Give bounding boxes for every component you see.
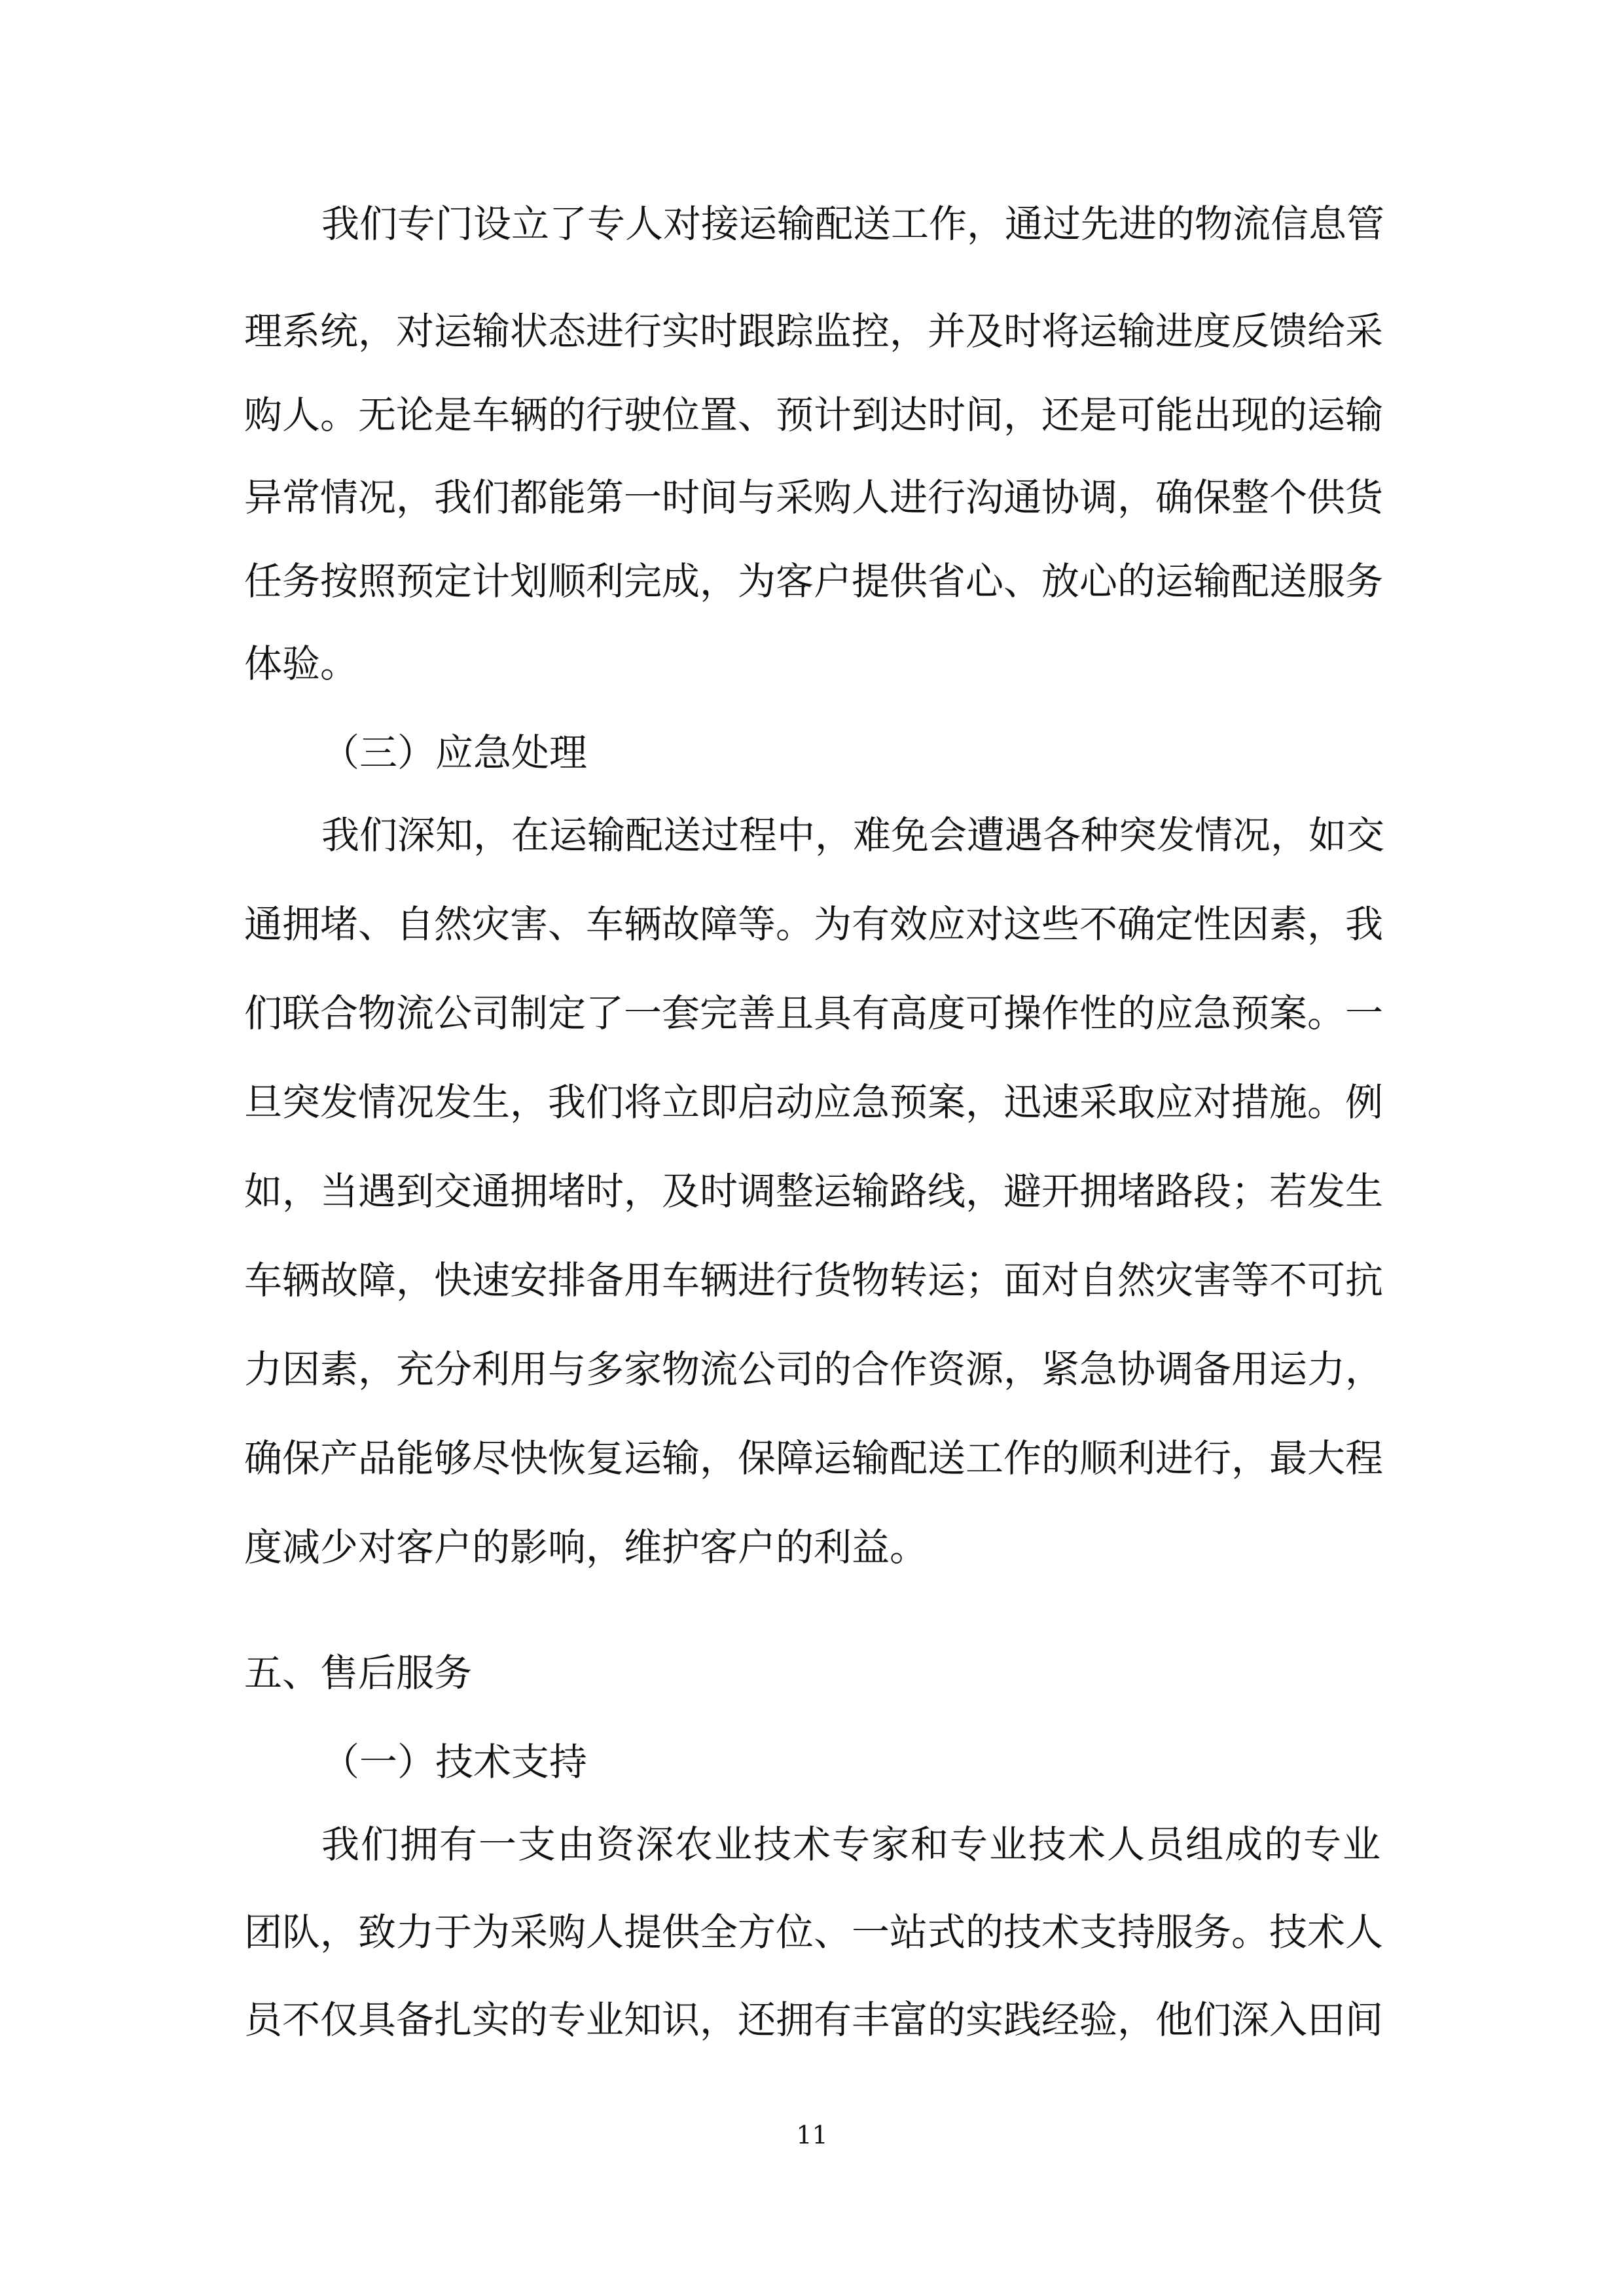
section-heading: 五、售后服务 [244,1651,473,1695]
paragraph-line: 我们拥有一支由资深农业技术专家和专业技术人员组成的专业 [321,1822,1380,1867]
paragraph-line: 我们深知，在运输配送过程中，难免会遭遇各种突发情况，如交 [321,813,1385,857]
section-subheading: （一）技术支持 [321,1740,588,1784]
paragraph-line: 我们专门设立了专人对接运输配送工作，通过先进的物流信息管 [321,202,1385,246]
paragraph-line: 确保产品能够尽快恢复运输，保障运输配送工作的顺利进行，最大程 [244,1436,1384,1480]
section-subheading: （三）应急处理 [321,730,588,775]
paragraph-line: 旦突发情况发生，我们将立即启动应急预案，迅速采取应对措施。例 [244,1080,1384,1124]
paragraph-line: 购人。无论是车辆的行驶位置、预计到达时间，还是可能出现的运输 [244,393,1384,437]
paragraph-line: 团队，致力于为采购人提供全方位、一站式的技术支持服务。技术人 [244,1910,1384,1954]
paragraph-line: 体验。 [244,641,359,686]
paragraph-line: 度减少对客户的影响，维护客户的利益。 [244,1525,928,1570]
paragraph-line: 异常情况，我们都能第一时间与采购人进行沟通协调，确保整个供货 [244,475,1384,520]
paragraph-line: 通拥堵、自然灾害、车辆故障等。为有效应对这些不确定性因素，我 [244,902,1384,946]
paragraph-line: 任务按照预定计划顺利完成，为客户提供省心、放心的运输配送服务 [244,559,1384,603]
paragraph-line: 理系统，对运输状态进行实时跟踪监控，并及时将运输进度反馈给采 [244,309,1384,353]
paragraph-line: 们联合物流公司制定了一套完善且具有高度可操作性的应急预案。一 [244,991,1384,1035]
paragraph-line: 如，当遇到交通拥堵时，及时调整运输路线，避开拥堵路段；若发生 [244,1169,1384,1213]
paragraph-line: 员不仅具备扎实的专业知识，还拥有丰富的实践经验，他们深入田间 [244,1998,1384,2042]
paragraph-line: 力因素，充分利用与多家物流公司的合作资源，紧急协调备用运力， [244,1347,1384,1391]
paragraph-line: 车辆故障，快速安排备用车辆进行货物转运；面对自然灾害等不可抗 [244,1258,1384,1302]
page-number: 11 [796,2121,828,2149]
